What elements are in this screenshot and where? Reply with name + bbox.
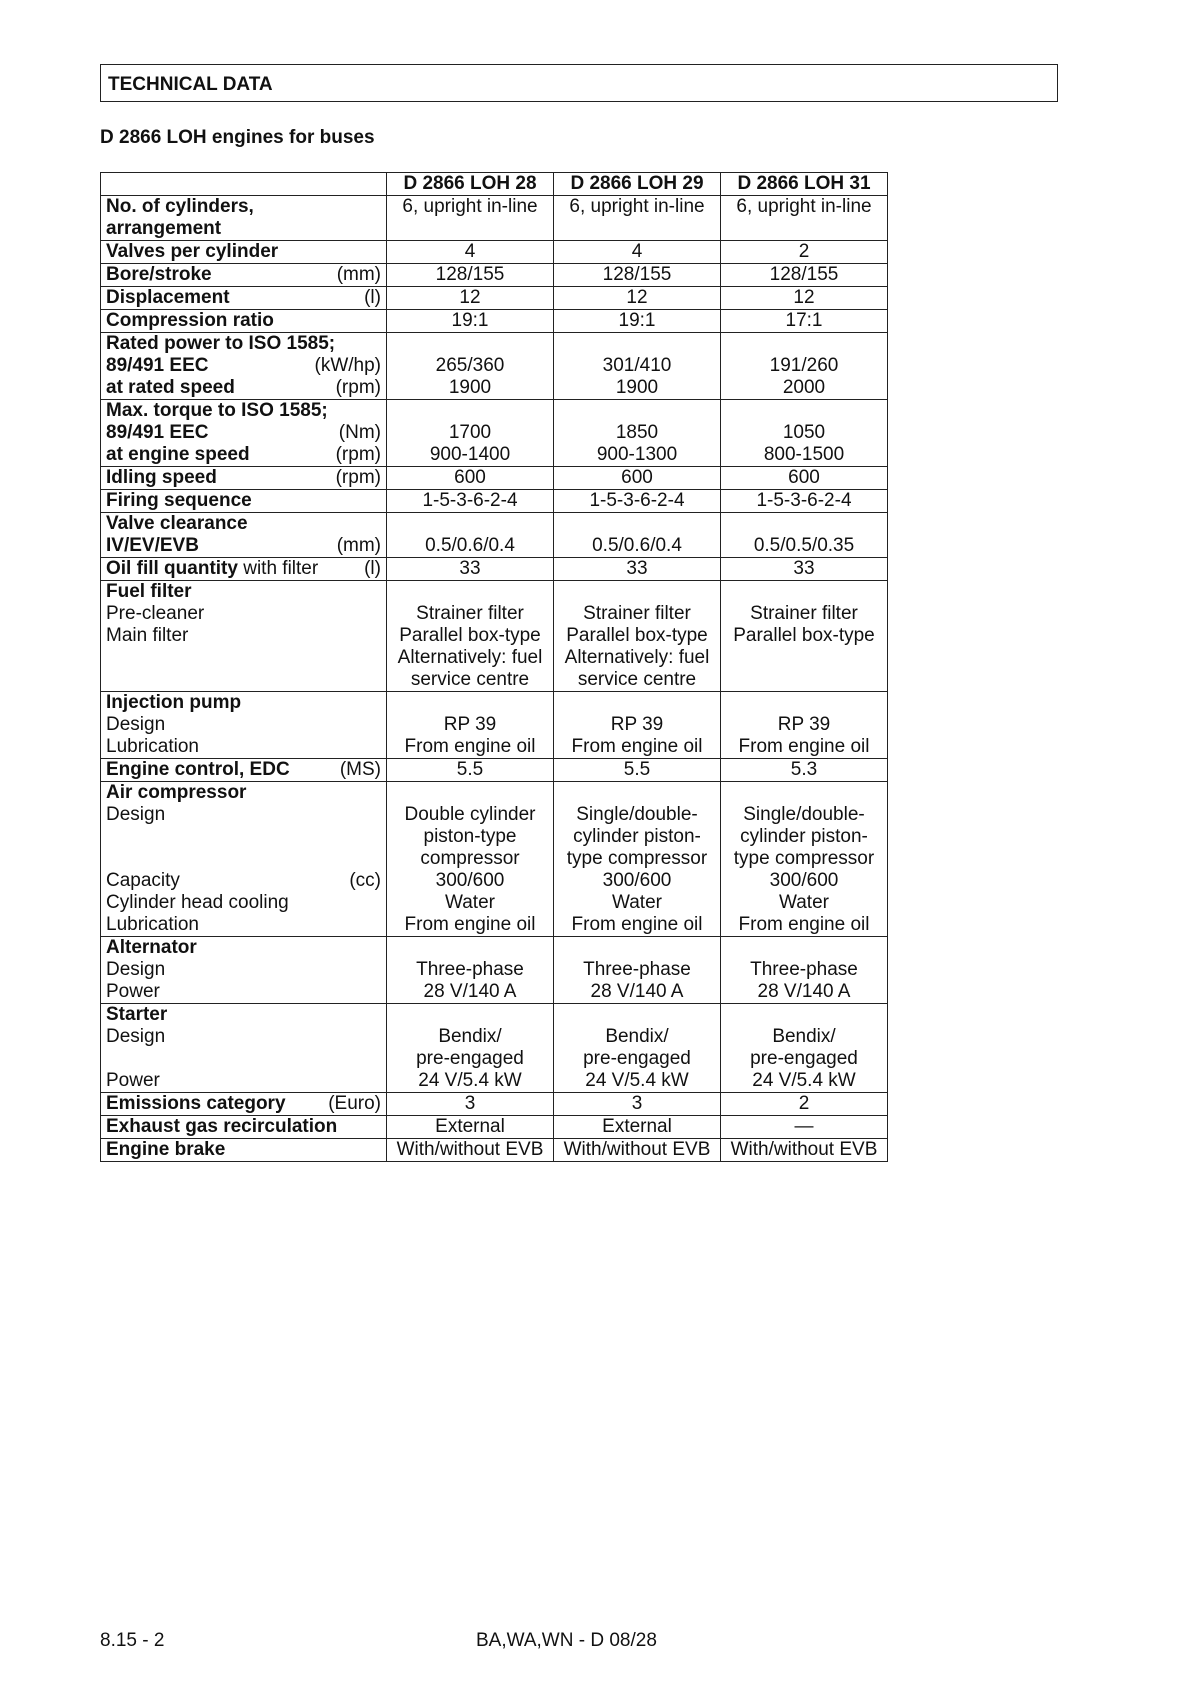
row-label: Alternator Design Power <box>101 937 387 1004</box>
table-cell: 4 <box>554 241 721 264</box>
table-cell: 301/410 1900 <box>554 333 721 400</box>
table-cell: Double cylinder piston-type compressor 300/600 Water From engine oil <box>387 782 554 937</box>
table-cell: External <box>387 1116 554 1139</box>
row-label: Valves per cylinder <box>101 241 387 264</box>
table-cell: 33 <box>721 558 888 581</box>
spec-table <box>100 172 888 1162</box>
table-cell: 6, upright in-line <box>387 196 554 241</box>
row-label: Rated power to ISO 1585; 89/491 EEC (kW/hp) at rated speed (rpm) <box>101 333 387 400</box>
table-cell: 1050 800-1500 <box>721 400 888 467</box>
table-cell: 0.5/0.6/0.4 <box>387 513 554 558</box>
row-label: Firing sequence <box>101 490 387 513</box>
column-header: D 2866 LOH 31 <box>721 173 888 196</box>
table-row <box>101 759 888 782</box>
table-cell: 4 <box>387 241 554 264</box>
row-label: Bore/stroke (mm) <box>101 264 387 287</box>
table-cell: 1-5-3-6-2-4 <box>554 490 721 513</box>
table-cell: 12 <box>721 287 888 310</box>
table-cell: 600 <box>721 467 888 490</box>
table-cell: With/without EVB <box>554 1139 721 1162</box>
table-row <box>101 287 888 310</box>
row-label: Injection pump Design Lubrication <box>101 692 387 759</box>
table-row <box>101 467 888 490</box>
table-cell: 33 <box>387 558 554 581</box>
table-row <box>101 196 888 241</box>
table-cell: 1-5-3-6-2-4 <box>721 490 888 513</box>
table-row <box>101 1139 888 1162</box>
table-cell: 1-5-3-6-2-4 <box>387 490 554 513</box>
document-code: BA,WA,WN - D 08/28 <box>476 1630 657 1651</box>
table-cell: 191/260 2000 <box>721 333 888 400</box>
table-cell: 265/360 1900 <box>387 333 554 400</box>
table-cell: 5.5 <box>554 759 721 782</box>
row-label: Emissions category (Euro) <box>101 1093 387 1116</box>
table-cell: 128/155 <box>721 264 888 287</box>
table-row <box>101 490 888 513</box>
table-cell: 5.3 <box>721 759 888 782</box>
table-cell: 1850 900-1300 <box>554 400 721 467</box>
table-cell: 128/155 <box>554 264 721 287</box>
table-row <box>101 692 888 759</box>
column-header: D 2866 LOH 28 <box>387 173 554 196</box>
table-header-row <box>101 173 888 196</box>
row-label: Compression ratio <box>101 310 387 333</box>
table-cell: Single/double- cylinder piston- type compressor 300/600 Water From engine oil <box>721 782 888 937</box>
table-cell: 3 <box>387 1093 554 1116</box>
table-cell: 19:1 <box>554 310 721 333</box>
row-label: Displacement (l) <box>101 287 387 310</box>
table-row <box>101 241 888 264</box>
table-row <box>101 310 888 333</box>
table-cell: Strainer filter Parallel box-type Alternatively: fuel service centre <box>387 581 554 692</box>
row-label: No. of cylinders, arrangement <box>101 196 387 241</box>
table-cell: Bendix/ pre-engaged 24 V/5.4 kW <box>721 1004 888 1093</box>
table-cell: 17:1 <box>721 310 888 333</box>
row-label: Starter Design Power <box>101 1004 387 1093</box>
row-label: Idling speed (rpm) <box>101 467 387 490</box>
table-cell: 3 <box>554 1093 721 1116</box>
table-cell: 0.5/0.5/0.35 <box>721 513 888 558</box>
table-row <box>101 513 888 558</box>
table-cell: Single/double- cylinder piston- type compressor 300/600 Water From engine oil <box>554 782 721 937</box>
table-cell: 19:1 <box>387 310 554 333</box>
table-cell: RP 39 From engine oil <box>554 692 721 759</box>
section-title: D 2866 LOH engines for buses <box>100 127 375 148</box>
table-cell: Three-phase 28 V/140 A <box>554 937 721 1004</box>
table-cell: 600 <box>387 467 554 490</box>
table-cell: Strainer filter Parallel box-type <box>721 581 888 692</box>
header-box <box>100 64 1058 102</box>
page-heading: TECHNICAL DATA <box>108 74 273 95</box>
table-row <box>101 937 888 1004</box>
table-cell: 128/155 <box>387 264 554 287</box>
table-row <box>101 1116 888 1139</box>
table-cell: RP 39 From engine oil <box>387 692 554 759</box>
table-row <box>101 1093 888 1116</box>
table-row <box>101 1004 888 1093</box>
row-label: Oil fill quantity with filter (l) <box>101 558 387 581</box>
table-row <box>101 333 888 400</box>
table-cell: 5.5 <box>387 759 554 782</box>
table-cell: External <box>554 1116 721 1139</box>
table-cell: 0.5/0.6/0.4 <box>554 513 721 558</box>
table-row <box>101 558 888 581</box>
table-cell: Bendix/ pre-engaged 24 V/5.4 kW <box>554 1004 721 1093</box>
table-cell: 1700 900-1400 <box>387 400 554 467</box>
table-cell: — <box>721 1116 888 1139</box>
row-label: Engine brake <box>101 1139 387 1162</box>
table-cell: 6, upright in-line <box>554 196 721 241</box>
row-label: Valve clearance IV/EV/EVB (mm) <box>101 513 387 558</box>
table-row <box>101 581 888 692</box>
table-cell: Bendix/ pre-engaged 24 V/5.4 kW <box>387 1004 554 1093</box>
table-row <box>101 264 888 287</box>
row-label: Fuel filter Pre-cleaner Main filter <box>101 581 387 692</box>
table-cell: With/without EVB <box>387 1139 554 1162</box>
table-cell: 12 <box>554 287 721 310</box>
row-label: Max. torque to ISO 1585; 89/491 EEC (Nm) at engine speed (rpm) <box>101 400 387 467</box>
header-empty-cell <box>101 173 387 196</box>
table-cell: 12 <box>387 287 554 310</box>
table-cell: 2 <box>721 241 888 264</box>
column-header: D 2866 LOH 29 <box>554 173 721 196</box>
row-label: Engine control, EDC (MS) <box>101 759 387 782</box>
table-row <box>101 400 888 467</box>
table-cell: 33 <box>554 558 721 581</box>
table-cell: 600 <box>554 467 721 490</box>
table-cell: Three-phase 28 V/140 A <box>721 937 888 1004</box>
table-cell: Strainer filter Parallel box-type Alternatively: fuel service centre <box>554 581 721 692</box>
table-cell: 2 <box>721 1093 888 1116</box>
row-label: Exhaust gas recirculation <box>101 1116 387 1139</box>
table-cell: RP 39 From engine oil <box>721 692 888 759</box>
table-cell: Three-phase 28 V/140 A <box>387 937 554 1004</box>
table-row <box>101 782 888 937</box>
page-number: 8.15 - 2 <box>100 1630 165 1651</box>
table-cell: With/without EVB <box>721 1139 888 1162</box>
row-label: Air compressor Design Capacity (cc) Cylinder head cooling Lubrication <box>101 782 387 937</box>
table-cell: 6, upright in-line <box>721 196 888 241</box>
